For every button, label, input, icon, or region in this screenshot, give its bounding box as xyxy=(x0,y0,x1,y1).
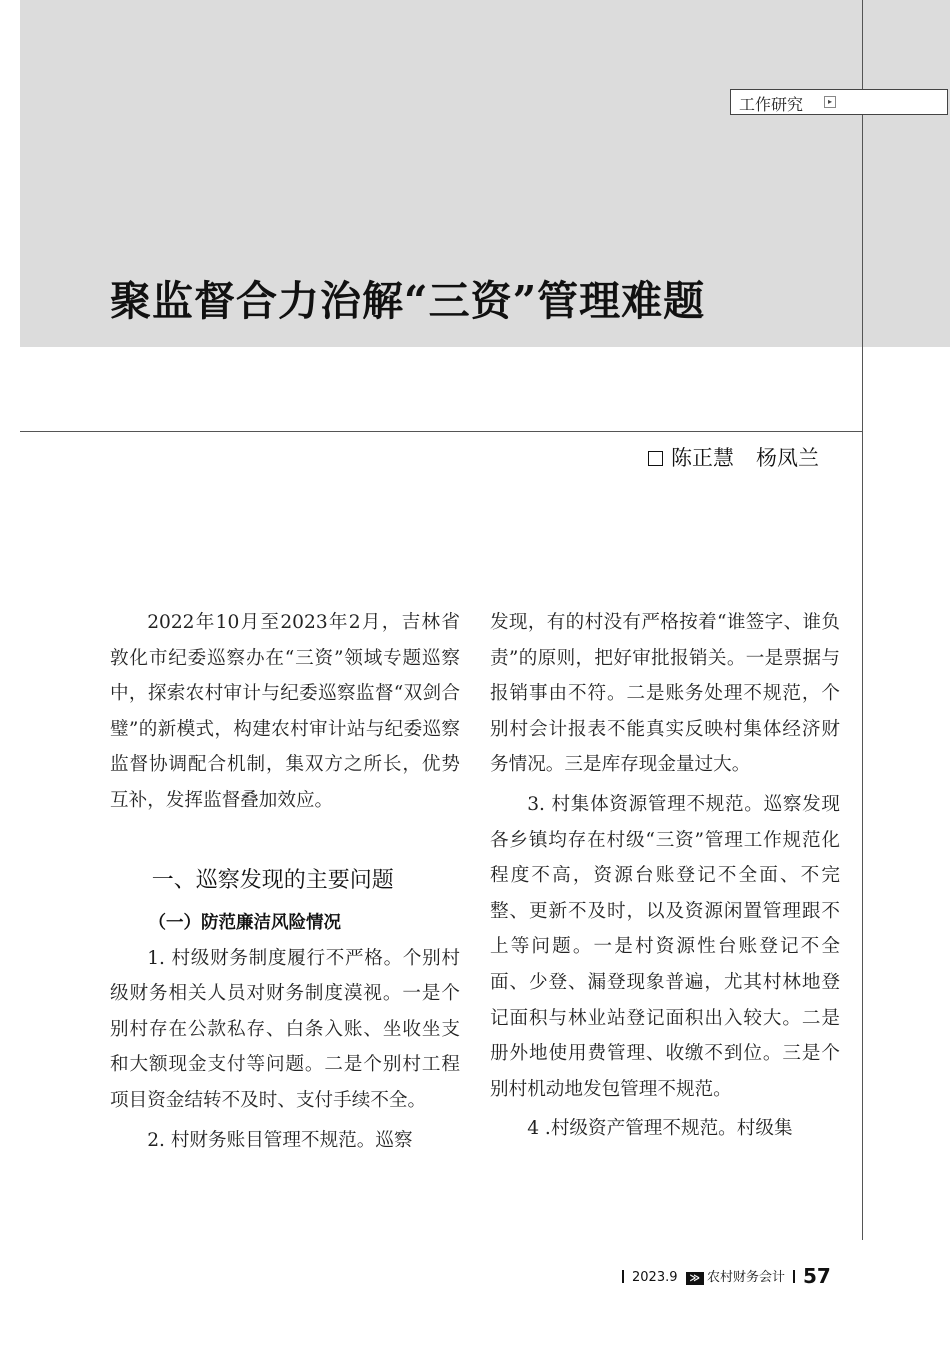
chevron-icon: ≫ xyxy=(686,1272,704,1285)
section-tab xyxy=(730,89,948,115)
paragraph: 发现，有的村没有严格按着“谁签字、谁负责”的原则，把好审批报销关。一是票据与报销事由不符。二是账务处理不规范，个别村会计报表不能真实反映村集体经济财务情况。三是库存现金量过大。 xyxy=(490,612,840,776)
section-heading: 一、巡察发现的主要问题 xyxy=(151,867,394,893)
issue-number: 2023.9 xyxy=(632,1270,678,1285)
article-title: 聚监督合力治解“三资”管理难题 xyxy=(110,277,706,325)
intro-paragraph: 2022年10月至2023年2月，吉林省敦化市纪委巡察办在“三资”领域专题巡察中，探索农村审计与纪委巡察监督“双剑合璧”的新模式，构建农村审计站与纪委巡察监督协调配合机制，集双方之所长，优势互补，发挥监督叠加效应。 xyxy=(110,612,460,811)
left-column xyxy=(110,605,460,1158)
page-number: 57 xyxy=(802,1264,831,1288)
paragraph: 2. 村财务账目管理不规范。巡察 xyxy=(147,1129,413,1151)
paragraph: 4 .村级资产管理不规范。村级集 xyxy=(527,1118,793,1140)
subsection-heading: （一）防范廉洁风险情况 xyxy=(148,912,341,933)
journal-name: 农村财务会计 xyxy=(706,1270,785,1285)
play-arrow-icon: ▸ xyxy=(824,96,836,108)
vertical-rule xyxy=(862,0,863,1240)
page-footer xyxy=(614,1264,831,1288)
author-2: 杨凤兰 xyxy=(756,446,819,470)
horizontal-rule xyxy=(20,431,862,432)
author-line xyxy=(648,442,819,472)
footer-divider xyxy=(793,1270,795,1283)
section-label: 工作研究 xyxy=(739,95,804,114)
paragraph: 1. 村级财务制度履行不严格。个别村级财务相关人员对财务制度漠视。一是个别村存在公款私存、白条入账、坐收坐支和大额现金支付等问题。二是个别村工程项目资金结转不及时、支付手续不全。 xyxy=(110,947,460,1111)
square-icon xyxy=(648,451,663,466)
footer-divider xyxy=(622,1270,624,1283)
author-1: 陈正慧 xyxy=(671,446,734,470)
paragraph: 3. 村集体资源管理不规范。巡察发现各乡镇均存在村级“三资”管理工作规范化程度不高，资源台账登记不全面、不完整、更新不及时，以及资源闲置管理跟不上等问题。一是村资源性台账登记不全面、少登、漏登现象普遍，尤其村林地登记面积与林业站登记面积出入较大。二是册外地使用费管理、收缴不到位。三是个别村机动地发包管理不规范。 xyxy=(490,793,840,1100)
right-column xyxy=(490,605,840,1147)
